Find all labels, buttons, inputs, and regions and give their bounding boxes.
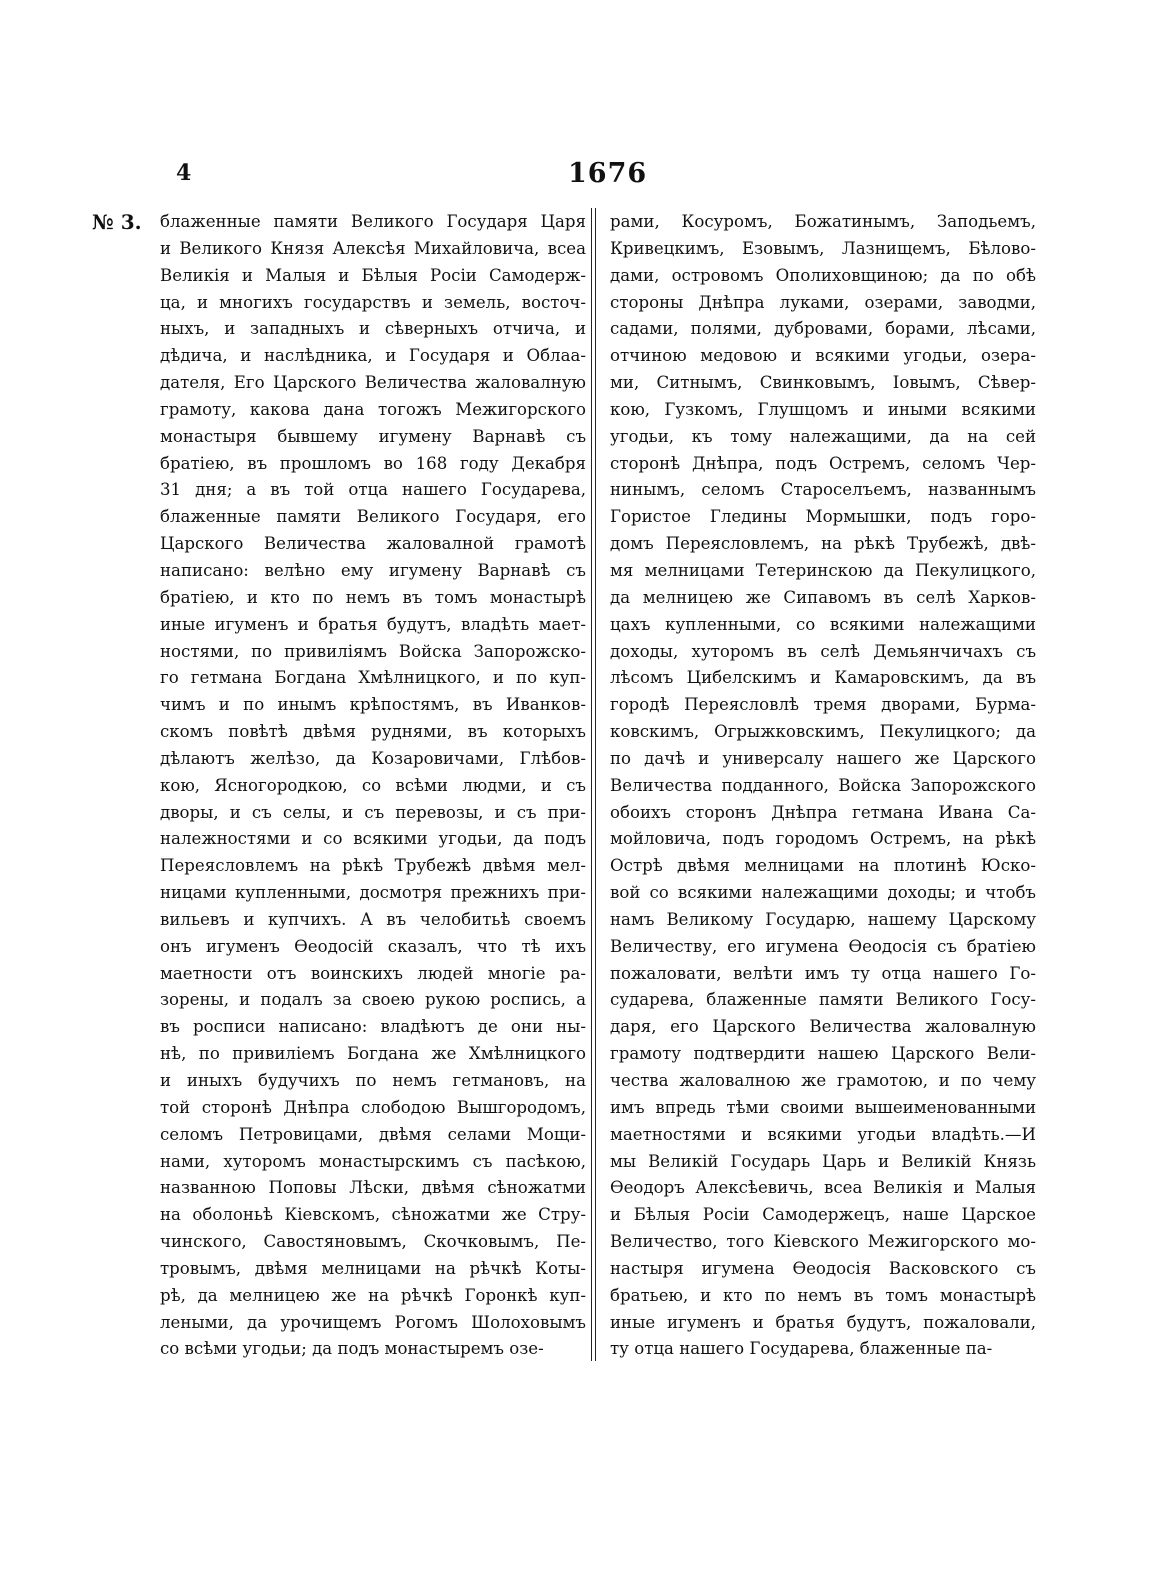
text-line: вильевъ и купчихъ. А въ челобитьѣ своемъ [160,909,586,929]
text-line: го гетмана Богдана Хмѣлницкого, и по куп- [160,668,586,688]
text-line: зорены, и подалъ за своею рукою роспись, а [160,990,586,1010]
text-line: дѣдича, и наслѣдника, и Государя и Облаа- [160,346,586,366]
text-line: иные игуменъ и братья будутъ, владѣть мает- [160,614,586,634]
text-line: Кривецкимъ, Езовымъ, Лазнищемъ, Бѣлово- [610,238,1036,258]
text-line: Ѳеодоръ Алексѣевичь, всеа Великія и Малыя [610,1178,1036,1198]
text-line: ныхъ, и западныхъ и сѣверныхъ отчича, и [160,319,586,339]
text-line: имъ впредь тѣми своими вышеименованными [610,1097,1036,1117]
text-line: братіею, и кто по немъ въ томъ монастырѣ [160,587,586,607]
text-line: братіею, въ прошломъ во 168 году Декабря [160,453,586,473]
text-line: братьею, и кто по немъ въ томъ монастырѣ [610,1285,1036,1305]
text-line: мы Великій Государь Царь и Великій Князь [610,1151,1036,1171]
text-line: сторонѣ Днѣпра, подъ Остремъ, селомъ Чер- [610,453,1036,473]
text-line: городѣ Переясловлѣ тремя дворами, Бурма- [610,695,1036,715]
text-line: стороны Днѣпра луками, озерами, заводми, [610,292,1036,312]
text-line: ковскимъ, Огрыжковскимъ, Пекулицкого; да [610,722,1036,742]
text-line: дами, островомъ Ополиховщиною; да по обѣ [610,265,1036,285]
text-line: дворы, и съ селы, и съ перевозы, и съ при- [160,802,586,822]
text-line: скомъ повѣтѣ двѣмя руднями, въ которыхъ [160,722,586,742]
text-line: онъ игуменъ Ѳеодосій сказалъ, что тѣ ихъ [160,936,586,956]
text-line: ту отца нашего Государева, блаженные па- [610,1339,993,1359]
text-line: намъ Великому Государю, нашему Царскому [610,909,1036,929]
text-line: селомъ Петровицами, двѣмя селами Мощи- [160,1124,586,1144]
text-line: написано: велѣно ему игумену Варнавѣ съ [160,560,586,580]
text-line: чинского, Савостяновымъ, Скочковымъ, Пе- [160,1232,586,1252]
text-line: ностями, по привиліямъ Войска Запорожско- [160,641,586,661]
text-line: лѣсомъ Цибелскимъ и Камаровскимъ, да въ [610,668,1036,688]
text-line: и Бѣлыя Росіи Самодержецъ, наше Царское [610,1205,1036,1225]
text-line: маетности отъ воинскихъ людей многіе ра- [160,963,586,983]
text-line: и Великого Князя Алексѣя Михайловича, всеа [160,238,586,258]
page-number: 4 [176,160,192,186]
text-line: Величество, того Кіевского Межигорского мо- [610,1232,1036,1252]
text-line: сударева, блаженные памяти Великого Госу- [610,990,1036,1010]
text-line: кою, Ясногородкою, со всѣми людми, и съ [160,775,586,795]
text-line: ца, и многихъ государствъ и земель, восточ- [160,292,586,312]
text-line: нѣ, по привиліемъ Богдана же Хмѣлницкого [160,1044,586,1064]
text-line: Переясловлемъ на рѣкѣ Трубежѣ двѣмя мел- [160,856,586,876]
text-line: даря, его Царского Величества жаловалную [610,1017,1036,1037]
left-text-column [160,209,586,1363]
text-line: на оболоньѣ Кіевскомъ, сѣножатми же Стру- [160,1205,586,1225]
text-line: да мелницею же Сипавомъ въ селѣ Харков- [610,587,1036,607]
text-line: Острѣ двѣмя мелницами на плотинѣ Юско- [610,856,1036,876]
text-line: домъ Переясловлемъ, на рѣкѣ Трубежѣ, двѣ- [610,534,1036,554]
text-line: иные игуменъ и братья будутъ, пожаловали, [610,1312,1036,1332]
text-line: нинымъ, селомъ Староселъемъ, названнымъ [610,480,1036,500]
text-line: рѣ, да мелницею же на рѣчкѣ Горонкѣ куп- [160,1285,586,1305]
text-line: Величеству, его игумена Ѳеодосія съ братіею [610,936,1036,956]
right-text-column [610,209,1036,1363]
text-line: доходы, хуторомъ въ селѣ Демьянчичахъ съ [610,641,1036,661]
text-line: мя мелницами Тетеринскою да Пекулицкого, [610,560,1036,580]
text-line: цахъ купленными, со всякими належащими [610,614,1036,634]
text-line: чимъ и по инымъ крѣпостямъ, въ Иванков- [160,695,586,715]
text-line: мойловича, подъ городомъ Остремъ, на рѣкѣ [610,829,1036,849]
text-line: Великія и Малыя и Бѣлыя Росіи Самодерж- [160,265,586,285]
text-line: нами, хуторомъ монастырскимъ съ пасѣкою, [160,1151,586,1171]
text-line: дѣлаютъ желѣзо, да Козаровичами, Глѣбов- [160,748,586,768]
text-line: леными, да урочищемъ Рогомъ Шолоховымъ [160,1312,586,1332]
text-line: настыря игумена Ѳеодосія Васковского съ [610,1258,1036,1278]
text-line: монастыря бывшему игумену Варнавѣ съ [160,426,586,446]
text-line: грамоту, какова дана тогожъ Межигорского [160,399,586,419]
text-line: со всѣми угодьи; да подъ монастыремъ озе- [160,1339,544,1359]
text-line: тровымъ, двѣмя мелницами на рѣчкѣ Коты- [160,1258,586,1278]
text-line: и иныхъ будучихъ по немъ гетмановъ, на [160,1071,586,1090]
text-line: маетностями и всякими угодьи владѣть.—И [610,1124,1036,1144]
text-line: вой со всякими належащими доходы; и чтобъ [610,883,1036,903]
text-line: той сторонѣ Днѣпра слободою Вышгородомъ, [160,1097,586,1117]
text-line: по дачѣ и универсалу нашего же Царского [610,748,1036,768]
text-line: пожаловати, велѣти имъ ту отца нашего Го- [610,963,1036,983]
text-line: належностями и со всякими угодьи, да подъ [160,829,586,849]
text-line: Величества подданного, Войска Запорожского [610,775,1036,795]
text-line: рами, Косуромъ, Божатинымъ, Заподьемъ, [610,212,1036,231]
text-line: блаженные памяти Великого Государя, его [160,507,586,527]
text-line: садами, полями, дубровами, борами, лѣсами, [610,319,1036,339]
column-divider [591,208,596,1361]
text-line: ницами купленными, досмотря прежнихъ при- [160,883,586,903]
text-line: названною Поповы Лѣски, двѣмя сѣножатми [160,1178,586,1198]
text-line: обоихъ сторонъ Днѣпра гетмана Ивана Са- [610,802,1036,822]
text-line: угодьи, къ тому належащими, да на сей [610,426,1036,446]
text-line: чества жаловалною же грамотою, и по чему [610,1071,1036,1090]
text-line: кою, Гузкомъ, Глушцомъ и иными всякими [610,399,1036,419]
text-line: отчиною медовою и всякими угодьи, озера- [610,346,1036,366]
text-line: Гористое Гледины Мормышки, подъ горо- [610,507,1036,527]
text-line: дателя, Его Царского Величества жаловалную [160,373,586,393]
year-heading: 1676 [568,158,648,189]
text-line: грамоту подтвердити нашею Царского Вели- [610,1044,1036,1064]
text-line: блаженные памяти Великого Государя Царя [160,212,586,231]
text-line: 31 дня; а въ той отца нашего Государева, [160,480,586,500]
document-number: № 3. [92,210,142,234]
text-line: Царского Величества жаловалной грамотѣ [160,534,586,554]
text-line: въ росписи написано: владѣютъ де они ны- [160,1017,586,1037]
text-line: ми, Ситнымъ, Свинковымъ, Іовымъ, Сѣвер- [610,373,1036,393]
